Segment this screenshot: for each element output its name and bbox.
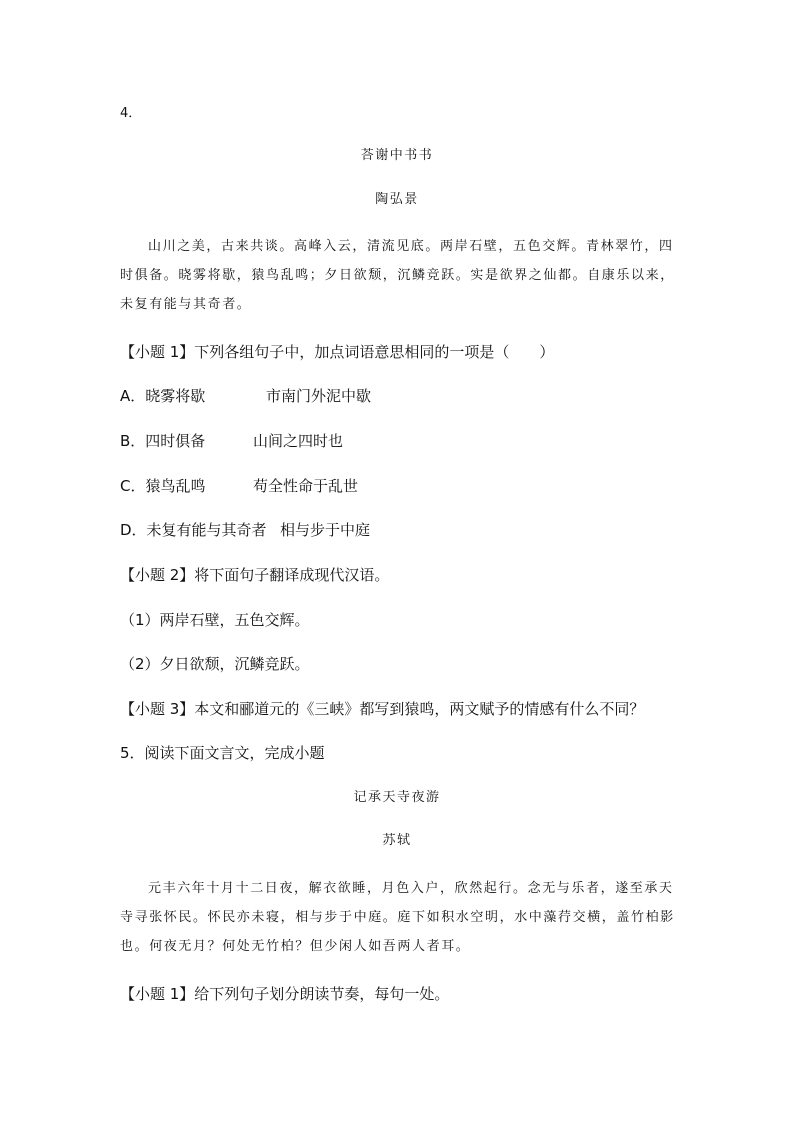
option-b	[120, 431, 680, 451]
option-c-pair: 苟全性命于乱世	[253, 477, 359, 495]
passage-author: 陶弘景	[375, 192, 419, 207]
option-a	[120, 386, 680, 406]
question-5-heading: 5．阅读下面文言文，完成小题	[120, 744, 325, 762]
question-4-number: 4．	[120, 106, 142, 121]
classical-passage-2: 元丰六年十月十二日夜，解衣欲睡，月色入户，欣然起行。念无与乐者，遂至承天寺寻张怀民。怀民亦未寝，相与步于中庭。庭下如积水空明，水中藻荇交横，盖竹柏影也。何夜无月？何处无竹柏？但少闲人如吾两人者耳。	[120, 881, 675, 954]
option-b-pair: 山间之四时也	[253, 432, 344, 450]
passage-title-2: 记承天寺夜游	[353, 790, 441, 805]
subquestion-2: 【小题 2】将下面句子翻译成现代汉语。	[120, 566, 390, 584]
option-c-label: C．猿鸟乱鸣	[120, 477, 206, 495]
passage-title: 荅谢中书书	[360, 148, 434, 163]
subquestion-2-item-1: （1）两岸石壁，五色交辉。	[120, 611, 310, 629]
subquestion-3: 【小题 3】本文和郦道元的《三峡》都写到猿鸣，两文赋予的情感有什么不同？	[120, 700, 645, 718]
q5-subquestion-1: 【小题 1】给下列句子划分朗读节奏，每句一处。	[120, 985, 450, 1003]
option-d-pair: 相与步于中庭	[280, 521, 371, 539]
passage-author-2: 苏轼	[382, 833, 412, 848]
classical-passage: 山川之美，古来共谈。高峰入云，清流见底。两岸石壁，五色交辉。青林翠竹，四时俱备。晓雾将歇，猿鸟乱鸣；夕日欲颓，沉鳞竞跃。实是欲界之仙都。自康乐以来，未复有能与其奇者。	[120, 239, 675, 312]
option-a-pair: 市南门外泥中歇	[266, 387, 372, 405]
option-c	[120, 476, 680, 496]
subquestion-2-item-2: （2）夕日欲颓，沉鳞竞跃。	[120, 655, 310, 673]
option-a-label: A．晓雾将歇	[120, 387, 206, 405]
option-b-label: B．四时俱备	[120, 432, 206, 450]
option-d	[120, 520, 680, 540]
subquestion-1: 【小题 1】下列各组句子中，加点词语意思相同的一项是（ ）	[120, 343, 555, 361]
option-d-label: D．未复有能与其奇者	[120, 521, 267, 539]
